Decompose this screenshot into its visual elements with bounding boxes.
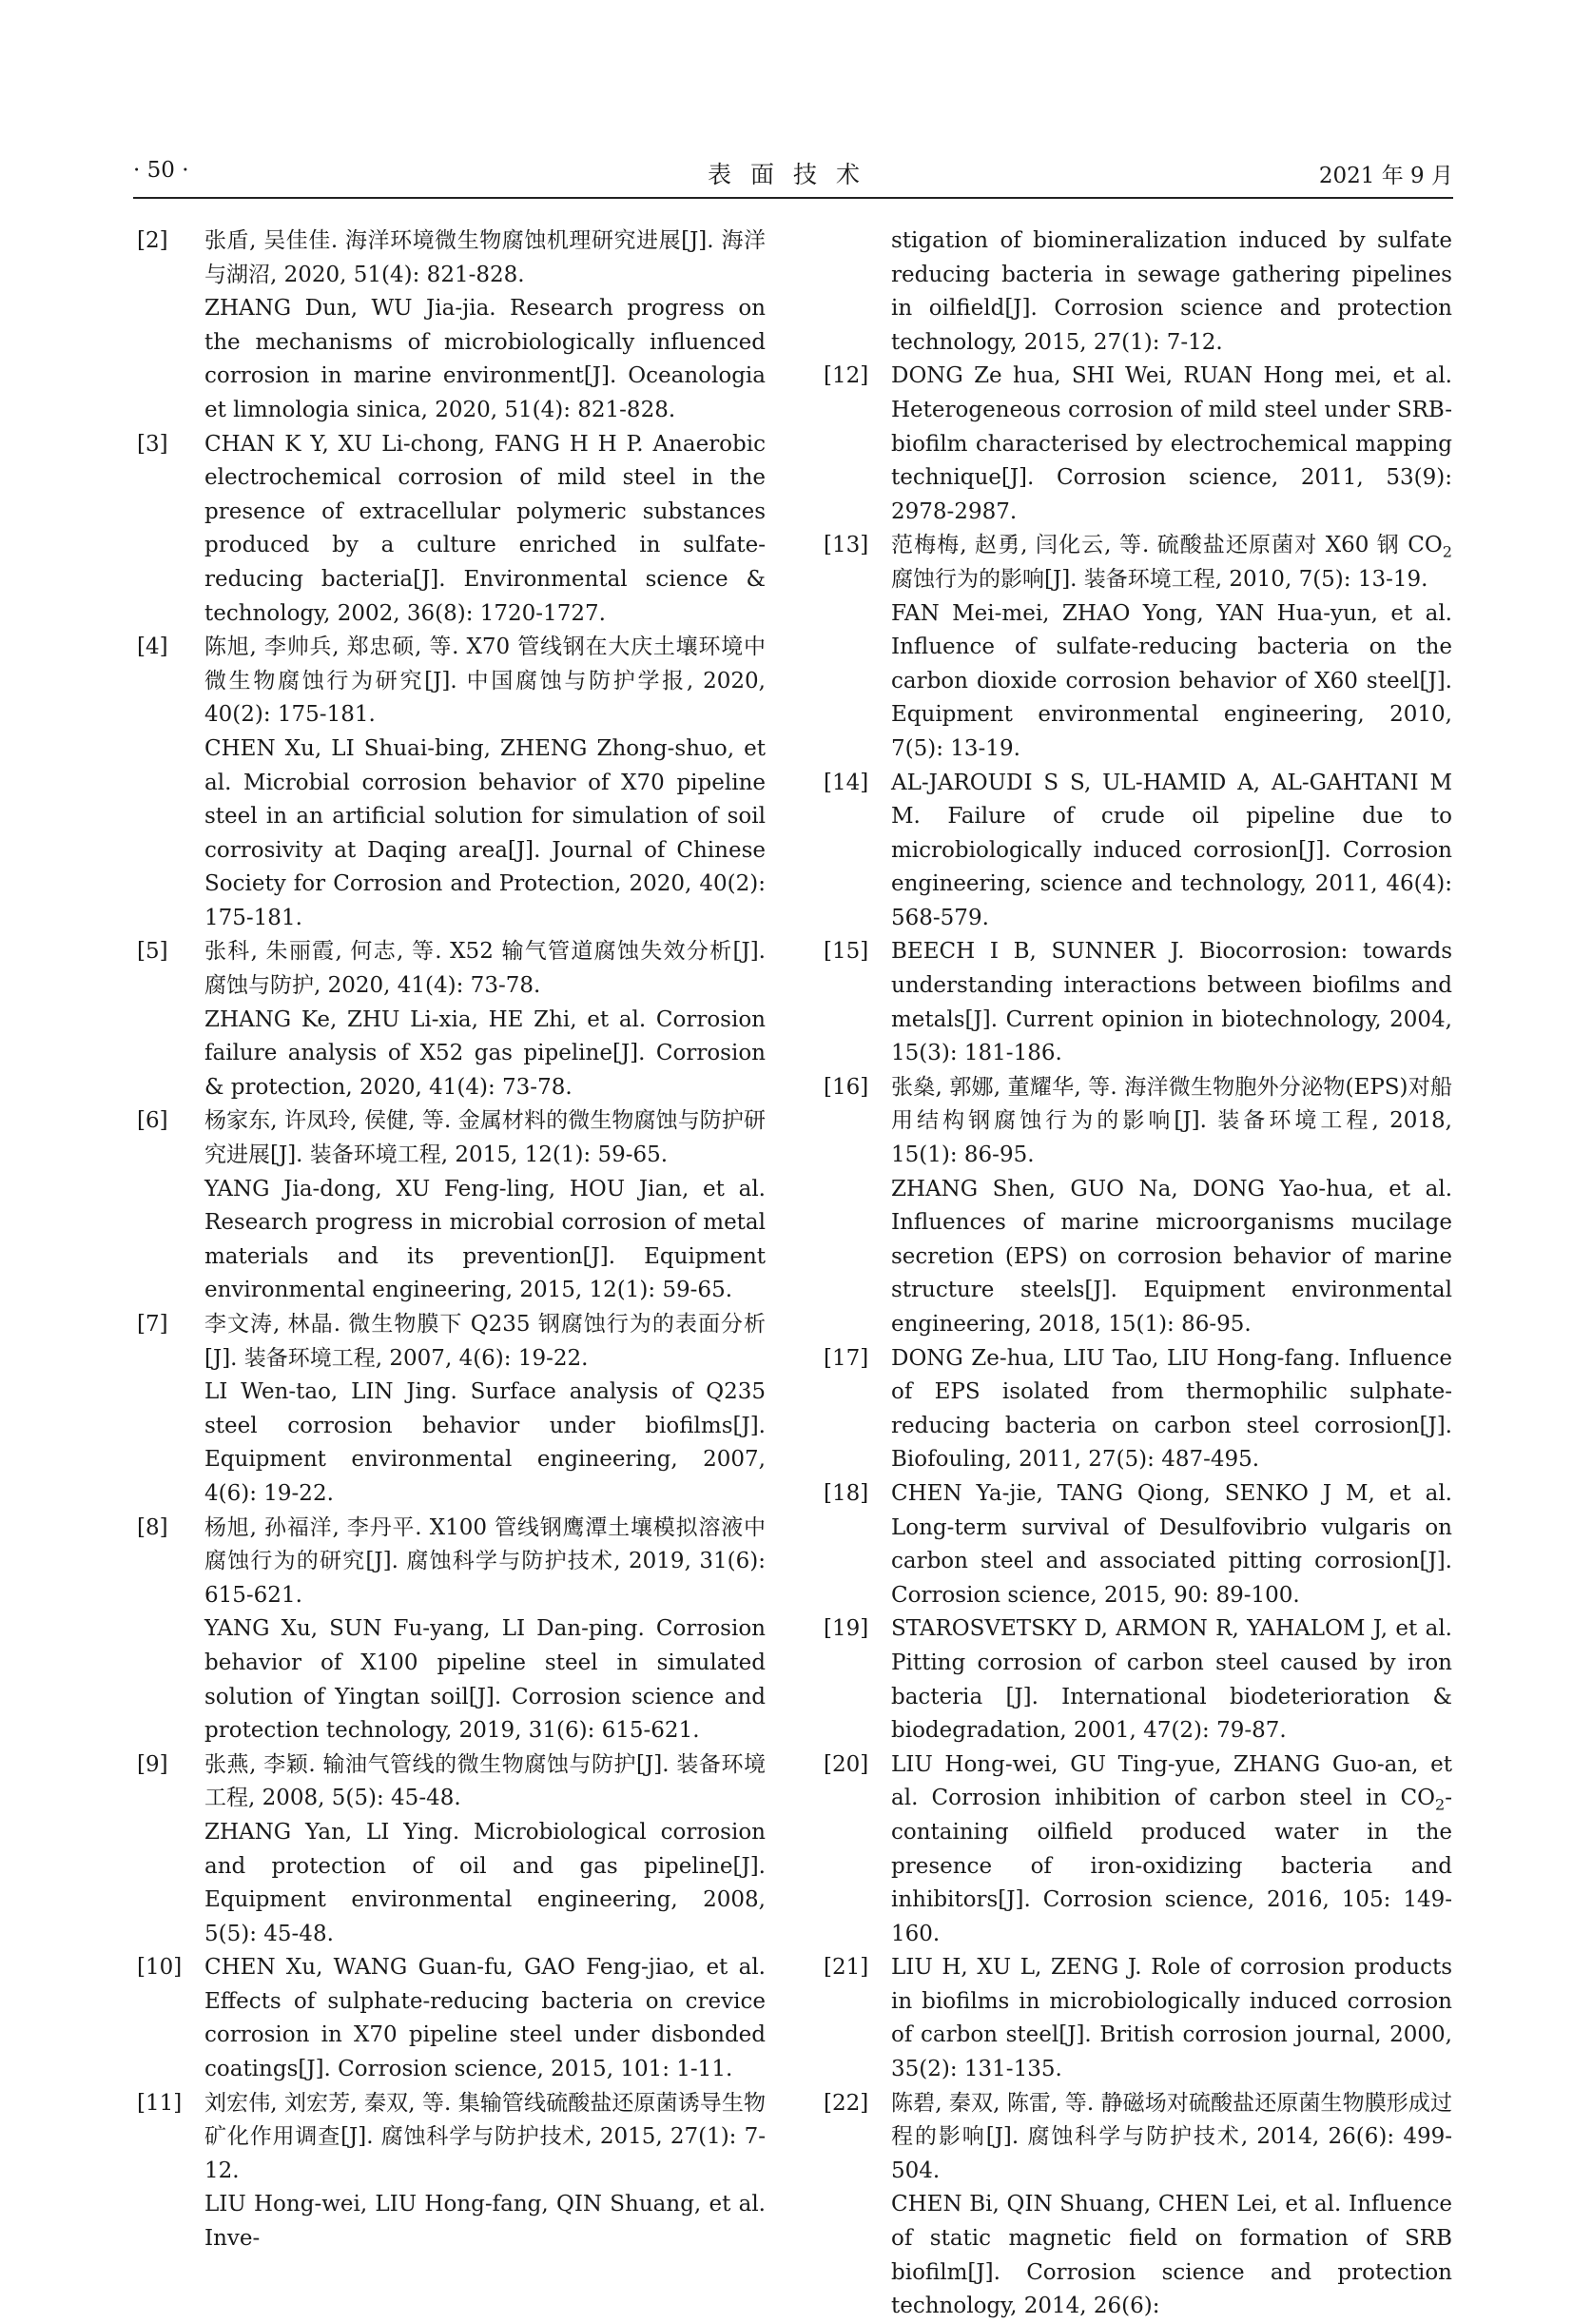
reference-text: BEECH I B, SUNNER J. Biocorrosion: towards understanding interactions between biofilms and metals[J]. Current opinion in biotechnology, 2004, 15(3): 181-186. xyxy=(891,939,1452,1066)
reference-item xyxy=(820,1612,1452,1748)
reference-item xyxy=(820,935,1452,1070)
reference-number: [19] xyxy=(824,1616,869,1642)
reference-item xyxy=(133,1104,766,1308)
reference-number: [12] xyxy=(824,363,869,389)
reference-item xyxy=(820,2087,1452,2324)
reference-text: 张科, 朱丽霞, 何志, 等. X52 输气管道腐蚀失效分析[J]. 腐蚀与防护, 2020, 41(4): 73-78. xyxy=(204,939,766,999)
reference-text-en: LIU Hong-wei, LIU Hong-fang, QIN Shuang, et al. Inve- xyxy=(204,2192,766,2252)
reference-number: [11] xyxy=(137,2090,183,2116)
reference-number: [18] xyxy=(824,1480,869,1506)
reference-text: 杨旭, 孙福洋, 李丹平. X100 管线钢鹰潭土壤模拟溶液中腐蚀行为的研究[J]. 腐蚀科学与防护技术, 2019, 31(6): 615-621. xyxy=(204,1514,766,1608)
reference-item xyxy=(133,631,766,935)
reference-number: [21] xyxy=(824,1955,869,1981)
reference-item xyxy=(820,1748,1452,1952)
reference-text: 张燕, 李颖. 输油气管线的微生物腐蚀与防护[J]. 装备环境工程, 2008, 5(5): 45-48. xyxy=(204,1751,766,1811)
reference-text-en: CHEN Bi, QIN Shuang, CHEN Lei, et al. Influence of static magnetic field on formation of SRB biofilm[J]. Corrosion science and protection technology, 2014, 26(6): xyxy=(891,2192,1452,2319)
right-column xyxy=(820,225,1452,2324)
reference-number: [20] xyxy=(824,1751,869,1777)
reference-item xyxy=(133,1748,766,1952)
reference-number: [13] xyxy=(824,533,869,558)
reference-text: AL-JAROUDI S S, UL-HAMID A, AL-GAHTANI M M. Failure of crude oil pipeline due to microbiologically induced corrosion[J]. Corrosion engineering, science and technology, 2011, 46(4): 568-579. xyxy=(891,770,1452,930)
reference-text-en: ZHANG Ke, ZHU Li-xia, HE Zhi, et al. Corrosion failure analysis of X52 gas pipeline[J]. Corrosion & protection, 2020, 41(4): 73-78. xyxy=(204,1006,766,1100)
reference-item xyxy=(820,360,1452,529)
reference-text: CHAN K Y, XU Li-chong, FANG H H P. Anaerobic electrochemical corrosion of mild steel in the presence of extracellular polymeric substances produced by a culture enriched in sulfate-reducing bacteria[J]. Environmental science & technology, 2002, 36(8): 1720-1727. xyxy=(204,431,766,626)
reference-number: [6] xyxy=(137,1108,168,1134)
reference-text: 范梅梅, 赵勇, 闫化云, 等. 硫酸盐还原菌对 X60 钢 $CO_2$ 腐蚀行为的影响[J]. 装备环境工程, 2010, 7(5): 13-19. xyxy=(891,533,1452,592)
journal-title: 表面技术 xyxy=(707,161,879,188)
reference-text: 李文涛, 林晶. 微生物膜下 Q235 钢腐蚀行为的表面分析[J]. 装备环境工程, 2007, 4(6): 19-22. xyxy=(204,1312,766,1371)
reference-text-en: YANG Jia-dong, XU Feng-ling, HOU Jian, et al. Research progress in microbial corrosion of metal materials and its prevention[J]. Equipment environmental engineering, 2015, 12(1): 59-65. xyxy=(204,1176,766,1303)
reference-number: [4] xyxy=(137,635,168,660)
reference-text-en: stigation of biomineralization induced by sulfate reducing bacteria in sewage gathering pipelines in oilfield[J]. Corrosion science and protection technology, 2015, 27(1): 7-12. xyxy=(891,228,1452,355)
reference-item xyxy=(133,2087,766,2256)
issue-date: 2021 年 9 月 xyxy=(1318,164,1453,188)
reference-text: DONG Ze-hua, LIU Tao, LIU Hong-fang. Influence of EPS isolated from thermophilic sulphate-reducing bacteria on carbon steel corrosion[J]. Biofouling, 2011, 27(5): 487-495. xyxy=(891,1345,1452,1473)
reference-text: STAROSVETSKY D, ARMON R, YAHALOM J, et al. Pitting corrosion of carbon steel caused by iron bacteria [J]. International biodeterioration & biodegradation, 2001, 47(2): 79-87. xyxy=(891,1616,1452,1744)
reference-text: 杨家东, 许凤玲, 侯健, 等. 金属材料的微生物腐蚀与防护研究进展[J]. 装备环境工程, 2015, 12(1): 59-65. xyxy=(204,1108,766,1168)
reference-text: 陈碧, 秦双, 陈雷, 等. 静磁场对硫酸盐还原菌生物膜形成过程的影响[J]. 腐蚀科学与防护技术, 2014, 26(6): 499-504. xyxy=(891,2090,1452,2183)
reference-number: [14] xyxy=(824,770,869,795)
reference-continuation xyxy=(820,225,1452,360)
reference-text: 张燊, 郭娜, 董耀华, 等. 海洋微生物胞外分泌物(EPS)对船用结构钢腐蚀行为的影响[J]. 装备环境工程, 2018, 15(1): 86-95. xyxy=(891,1074,1452,1168)
reference-text-en: ZHANG Shen, GUO Na, DONG Yao-hua, et al. Influences of marine microorganisms mucilage secretion (EPS) on corrosion behavior of marine structure steels[J]. Equipment environmental engineering, 2018, 15(1): 86-95. xyxy=(891,1176,1452,1337)
reference-text: LIU Hong-wei, GU Ting-yue, ZHANG Guo-an, et al. Corrosion inhibition of carbon steel in $CO_2$-containing oilfield produced water in the presence of iron-oxidizing bacteria and inhibitors[J]. Corrosion science, 2016, 105: 149-160. xyxy=(891,1751,1452,1946)
reference-item xyxy=(133,1512,766,1748)
page-number: · 50 · xyxy=(133,158,189,183)
reference-number: [15] xyxy=(824,939,869,965)
reference-text: LIU H, XU L, ZENG J. Role of corrosion products in biofilms in microbiologically induced corrosion of carbon steel[J]. British corrosion journal, 2000, 35(2): 131-135. xyxy=(891,1955,1452,2082)
reference-text-en: CHEN Xu, LI Shuai-bing, ZHENG Zhong-shuo, et al. Microbial corrosion behavior of X70 pipeline steel in an artificial solution for simulation of soil corrosivity at Daqing area[J]. Journal of Chinese Society for Corrosion and Protection, 2020, 40(2): 175-181. xyxy=(204,735,766,930)
reference-item xyxy=(133,225,766,428)
header-rule xyxy=(133,197,1453,199)
left-column xyxy=(133,225,766,2256)
reference-number: [3] xyxy=(137,431,168,457)
reference-number: [5] xyxy=(137,939,168,965)
reference-number: [16] xyxy=(824,1074,869,1100)
reference-text-en: ZHANG Dun, WU Jia-jia. Research progress on the mechanisms of microbiologically influenced corrosion in marine environment[J]. Oceanologia et limnologia sinica, 2020, 51(4): 821-828. xyxy=(204,296,766,422)
reference-text-en: ZHANG Yan, LI Ying. Microbiological corrosion and protection of oil and gas pipeline[J]. Equipment environmental engineering, 2008, 5(5): 45-48. xyxy=(204,1819,766,1946)
reference-item xyxy=(820,1342,1452,1477)
reference-text-en: YANG Xu, SUN Fu-yang, LI Dan-ping. Corrosion behavior of X100 pipeline steel in simulated solution of Yingtan soil[J]. Corrosion science and protection technology, 2019, 31(6): 615-621. xyxy=(204,1616,766,1744)
reference-text: CHEN Ya-jie, TANG Qiong, SENKO J M, et al. Long-term survival of Desulfovibrio vulgaris on carbon steel and associated pitting corrosion[J]. Corrosion science, 2015, 90: 89-100. xyxy=(891,1480,1452,1608)
reference-text: 刘宏伟, 刘宏芳, 秦双, 等. 集输管线硫酸盐还原菌诱导生物矿化作用调查[J]. 腐蚀科学与防护技术, 2015, 27(1): 7-12. xyxy=(204,2090,766,2183)
reference-item xyxy=(820,767,1452,936)
reference-item xyxy=(820,1951,1452,2086)
reference-item xyxy=(820,1071,1452,1342)
reference-number: [10] xyxy=(137,1955,183,1981)
reference-number: [22] xyxy=(824,2090,869,2116)
reference-number: [17] xyxy=(824,1345,869,1371)
reference-item xyxy=(133,1308,766,1512)
reference-number: [9] xyxy=(137,1751,168,1777)
reference-text-en: LI Wen-tao, LIN Jing. Surface analysis of Q235 steel corrosion behavior under biofilms[J]. Equipment environmental engineering, 2007, 4(6): 19-22. xyxy=(204,1379,766,1506)
reference-item xyxy=(820,1477,1452,1612)
reference-item xyxy=(133,1951,766,2086)
reference-item xyxy=(820,529,1452,766)
reference-text: CHEN Xu, WANG Guan-fu, GAO Feng-jiao, et al. Effects of sulphate-reducing bacteria on crevice corrosion in X70 pipeline steel under disbonded coatings[J]. Corrosion science, 2015, 101: 1-11. xyxy=(204,1955,766,2082)
reference-number: [8] xyxy=(137,1514,168,1540)
reference-text: DONG Ze hua, SHI Wei, RUAN Hong mei, et al. Heterogeneous corrosion of mild steel under SRB-biofilm characterised by electrochemical mapping technique[J]. Corrosion science, 2011, 53(9): 2978-2987. xyxy=(891,363,1452,524)
reference-text: 张盾, 吴佳佳. 海洋环境微生物腐蚀机理研究进展[J]. 海洋与湖沼, 2020, 51(4): 821-828. xyxy=(204,228,766,287)
reference-text: 陈旭, 李帅兵, 郑忠硕, 等. X70 管线钢在大庆土壤环境中微生物腐蚀行为研究[J]. 中国腐蚀与防护学报, 2020, 40(2): 175-181. xyxy=(204,635,766,728)
reference-number: [7] xyxy=(137,1312,168,1337)
page-header xyxy=(133,150,1453,192)
reference-item xyxy=(133,428,766,632)
reference-number: [2] xyxy=(137,228,168,253)
reference-text-en: FAN Mei-mei, ZHAO Yong, YAN Hua-yun, et al. Influence of sulfate-reducing bacteria on the carbon dioxide corrosion behavior of X60 steel[J]. Equipment environmental engineering, 2010, 7(5): 13-19. xyxy=(891,600,1452,761)
reference-item xyxy=(133,935,766,1104)
